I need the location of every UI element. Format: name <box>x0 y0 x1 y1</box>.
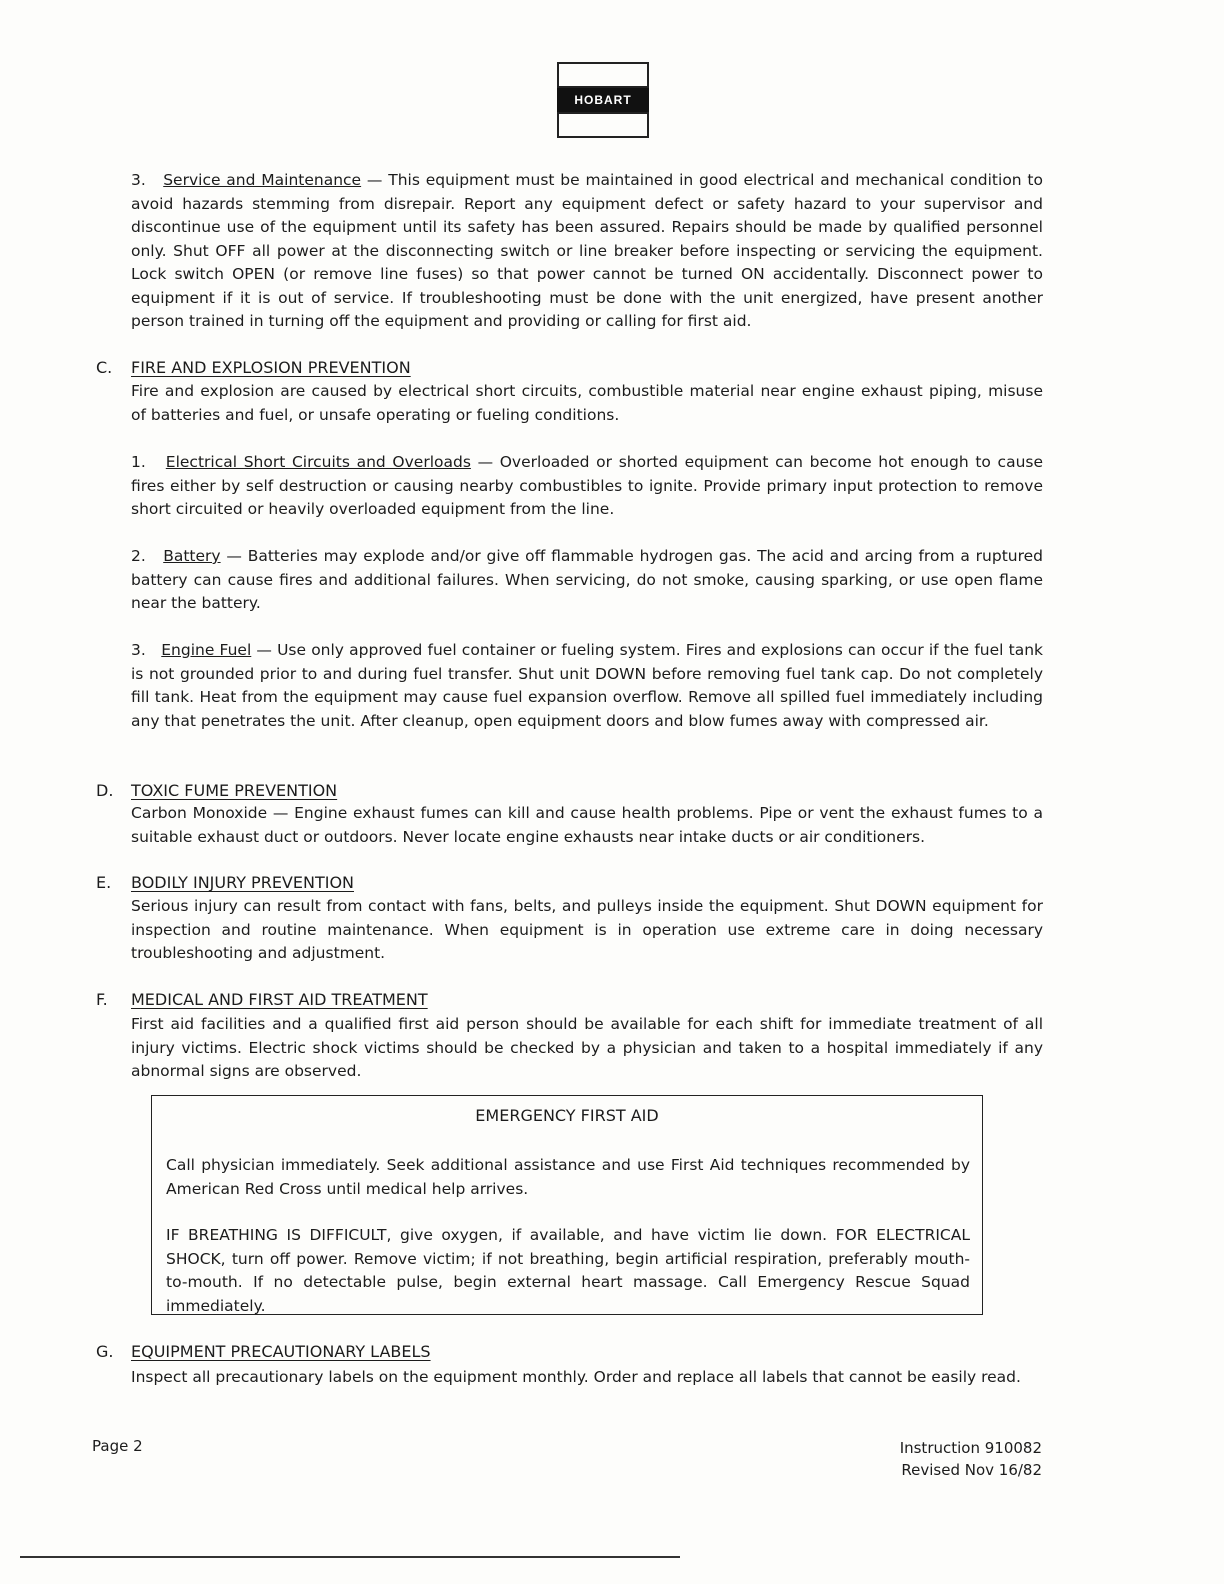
document-reference <box>860 1437 1042 1481</box>
section-letter: D. <box>96 781 114 800</box>
item-title: Engine Fuel <box>161 641 252 659</box>
item-text: — This equipment must be maintained in good electrical and mechanical condition to avoid hazards stemming from disrepair. Report any equipment defect or safety hazard to your supervisor and discontinue use of the equipment until its safety has been assured. Repairs should be made by qualified personnel only. Shut OFF all power at the disconnecting switch or line breaker before inspecting or servicing the equipment. Lock switch OPEN (or remove line fuses) so that power cannot be turned ON accidentally. Disconnect power to equipment if it is out of service. If troubleshooting must be done with the unit energized, have present another person trained in turning off the equipment and providing or calling for first aid. <box>131 171 1043 330</box>
revision-date: Revised Nov 16/82 <box>901 1461 1042 1479</box>
item-text: — Use only approved fuel container or fueling system. Fires and explosions can occur if the fuel tank is not grounded prior to and during fuel transfer. Shut unit DOWN before removing fuel tank cap. Do not completely fill tank. Heat from the equipment may cause fuel expansion overflow. Remove all spilled fuel immediately including any that penetrates the unit. After cleanup, open equipment doors and blow fumes away with compressed air. <box>131 641 1043 730</box>
emergency-title: EMERGENCY FIRST AID <box>475 1106 659 1125</box>
section-letter: C. <box>96 358 113 377</box>
section-heading: BODILY INJURY PREVENTION <box>131 873 354 892</box>
section-heading: TOXIC FUME PREVENTION <box>131 781 338 800</box>
short-circuits-paragraph <box>131 451 1043 522</box>
item-number: 1. <box>131 453 146 471</box>
section-letter: E. <box>96 873 112 892</box>
logo-bottom-box <box>557 112 649 138</box>
item-title: Electrical Short Circuits and Overloads <box>165 453 471 471</box>
service-maintenance-paragraph <box>131 169 1043 334</box>
section-text: Serious injury can result from contact with fans, belts, and pulleys inside the equipment. Shut DOWN equipment for inspection and routine maintenance. When equipment is in operation use extreme care in doing necessary troubleshooting and adjustment. <box>131 897 1043 962</box>
emergency-paragraph: IF BREATHING IS DIFFICULT, give oxygen, if available, and have victim lie down. FOR ELECTRICAL SHOCK, turn off power. Remove victim; if not breathing, begin artificial respiration, preferably mouth-to-mouth. If no detectable pulse, begin external heart massage. Call Emergency Rescue Squad immediately. <box>166 1226 970 1315</box>
logo-top-box <box>557 62 649 88</box>
section-text: First aid facilities and a qualified first aid person should be available for each shift for immediate treatment of all injury victims. Electric shock victims should be checked by a physician and taken to a hospital immediately if any abnormal signs are observed. <box>131 1015 1043 1080</box>
section-text: Inspect all precautionary labels on the equipment monthly. Order and replace all labels that cannot be easily read. <box>131 1368 1021 1386</box>
item-number: 3. <box>131 641 146 659</box>
section-text: Carbon Monoxide — Engine exhaust fumes can kill and cause health problems. Pipe or vent the exhaust fumes to a suitable exhaust duct or outdoors. Never locate engine exhausts near intake ducts or air conditioners. <box>131 804 1043 846</box>
section-letter: F. <box>96 990 108 1009</box>
page-number: Page 2 <box>92 1437 143 1455</box>
item-title: Service and Maintenance <box>163 171 362 189</box>
emergency-paragraph: Call physician immediately. Seek additional assistance and use First Aid techniques recommended by American Red Cross until medical help arrives. <box>166 1156 970 1198</box>
section-letter: G. <box>96 1342 114 1361</box>
item-number: 3. <box>131 171 146 189</box>
hobart-logo <box>557 62 649 138</box>
item-title: Battery <box>163 547 221 565</box>
battery-paragraph <box>131 545 1043 616</box>
section-heading: EQUIPMENT PRECAUTIONARY LABELS <box>131 1342 431 1361</box>
item-text: — Batteries may explode and/or give off flammable hydrogen gas. The acid and arcing from a ruptured battery can cause fires and additional failures. When servicing, do not smoke, causing sparking, or use open flame near the battery. <box>131 547 1044 612</box>
scan-edge-line <box>20 1556 680 1558</box>
instruction-number: Instruction 910082 <box>899 1439 1042 1457</box>
section-intro: Fire and explosion are caused by electrical short circuits, combustible material near engine exhaust piping, misuse of batteries and fuel, or unsafe operating or fueling conditions. <box>131 382 1043 424</box>
engine-fuel-paragraph <box>131 639 1043 733</box>
item-number: 2. <box>131 547 146 565</box>
logo-brand: HOBART <box>557 88 649 112</box>
emergency-first-aid-box <box>151 1095 983 1315</box>
item-text: — Overloaded or shorted equipment can become hot enough to cause fires either by self destruction or causing nearby combustibles to ignite. Provide primary input protection to remove short circuited or heavily overloaded equipment from the line. <box>131 453 1044 518</box>
section-heading: MEDICAL AND FIRST AID TREATMENT <box>131 990 428 1009</box>
section-heading: FIRE AND EXPLOSION PREVENTION <box>131 358 411 377</box>
